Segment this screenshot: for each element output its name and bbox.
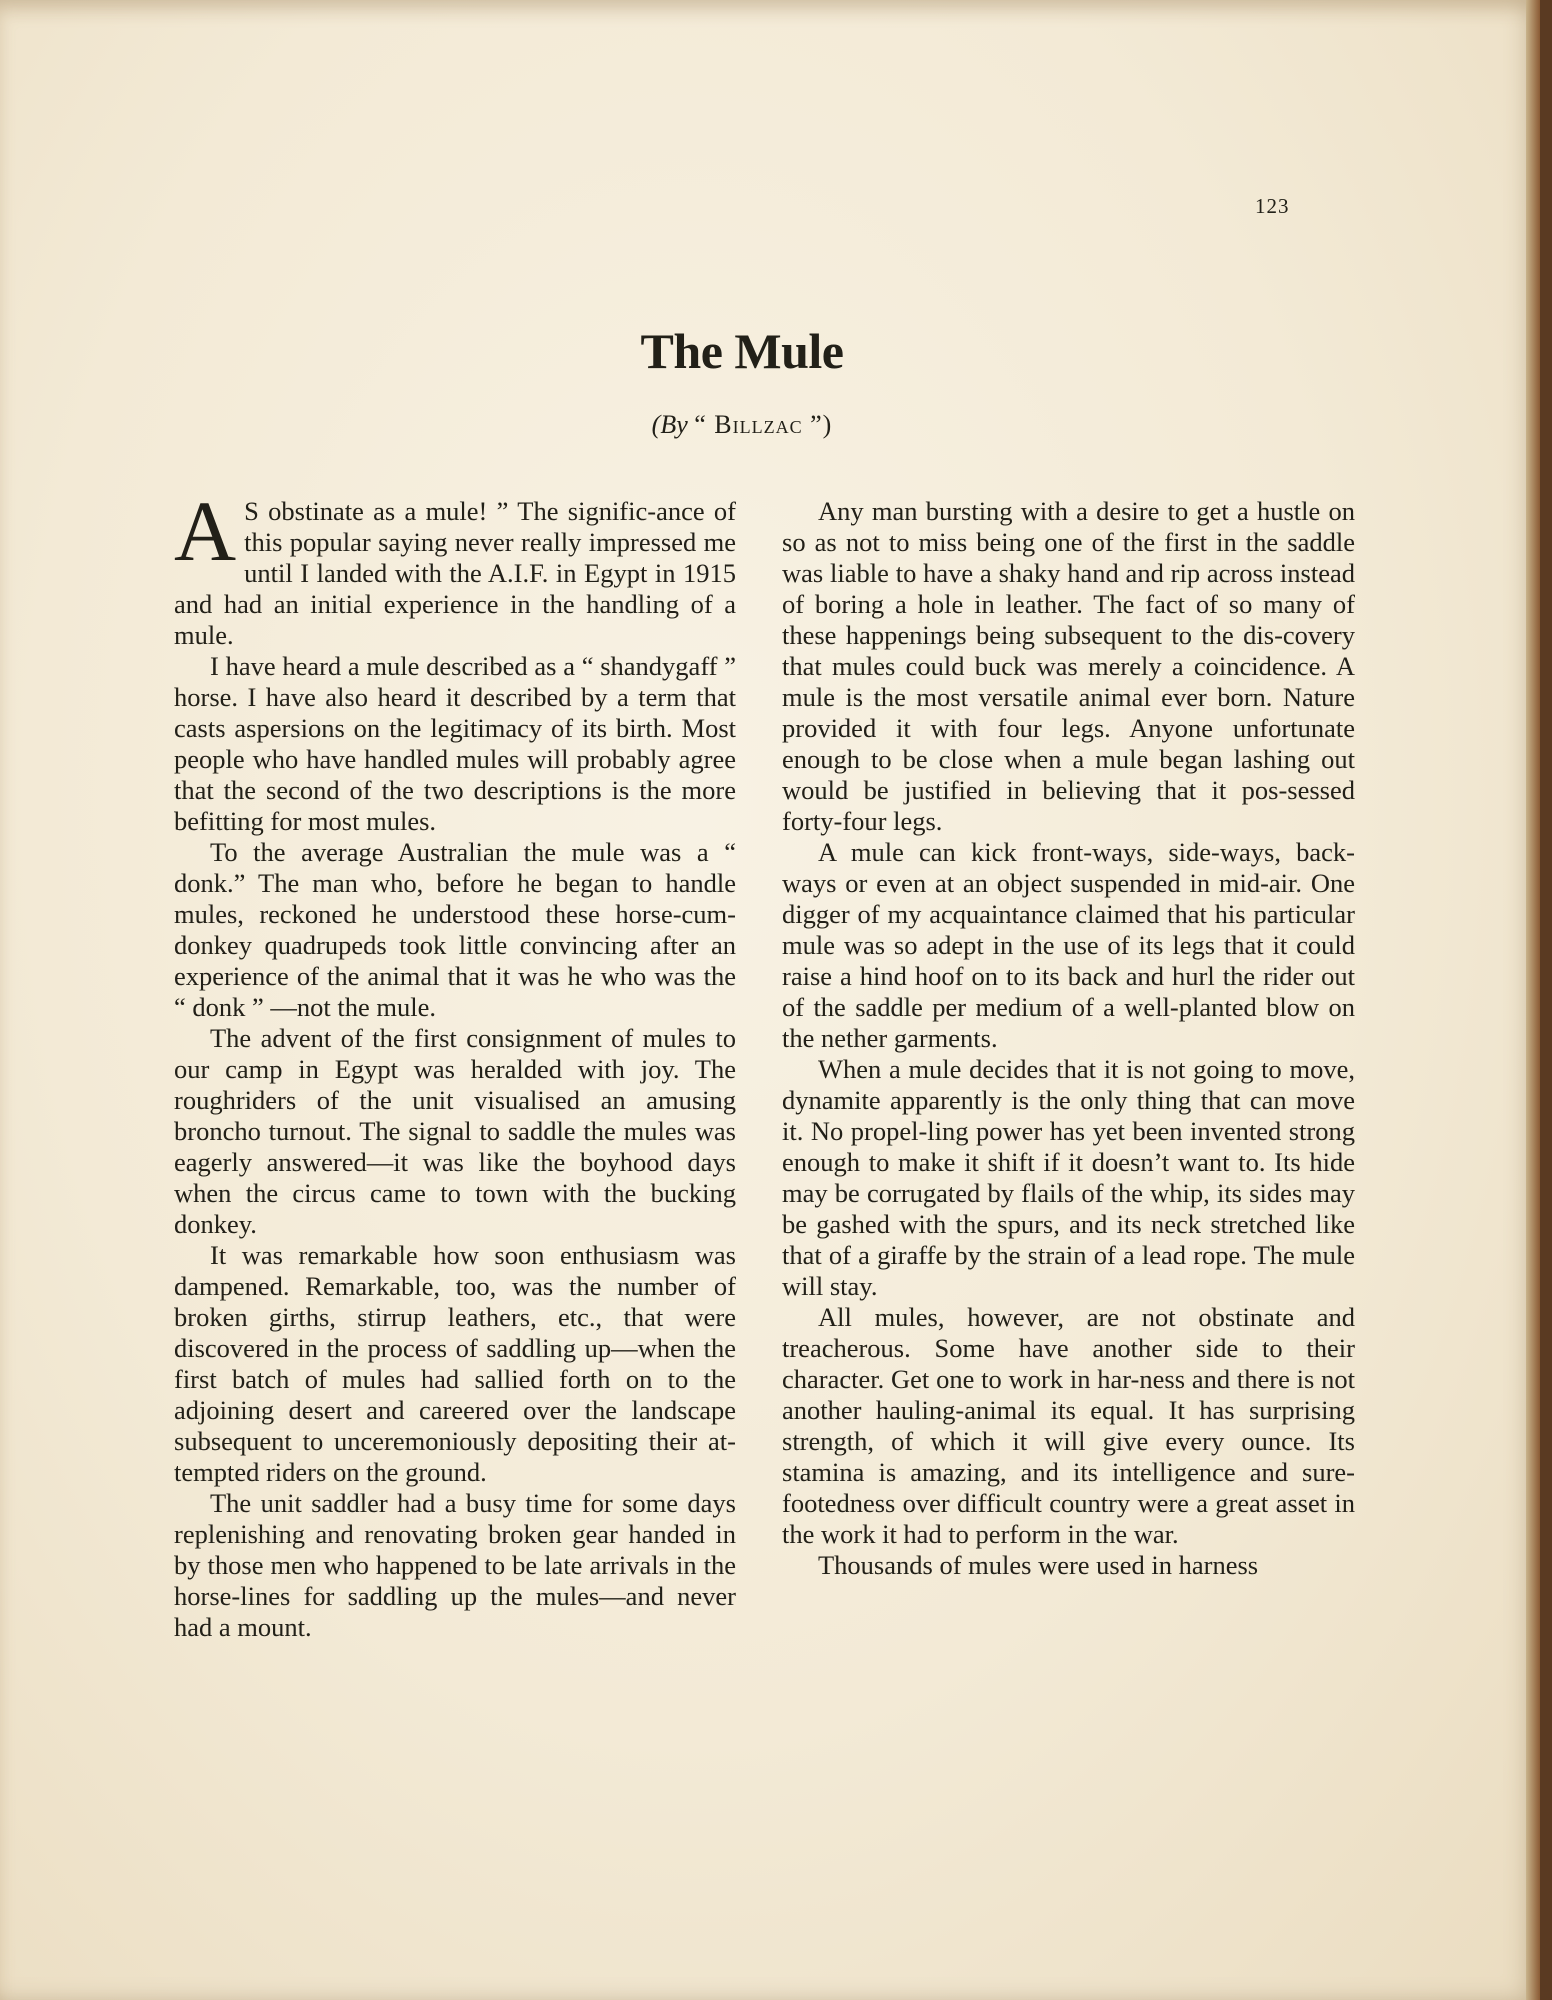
- paragraph: The unit saddler had a busy time for some days replenishing and renovating broken gear handed in by those men who happened to be late arrivals in the horse-lines for saddling up the mules—and never had a mount.: [174, 1488, 736, 1642]
- article-title: The Mule: [640, 323, 844, 379]
- paragraph-text: S obstinate as a mule! ” The signific-ance of this popular saying never really impressed me until I landed with the A.I.F. in Egypt in 1915 and had an initial experience in the handling of a mule.: [174, 496, 736, 650]
- byline-author: “ Billzac ”): [694, 410, 833, 439]
- paragraph: Thousands of mules were used in harness: [818, 1550, 1259, 1580]
- paragraph: To the average Australian the mule was a “ donk.” The man who, before he began to handle mules, reckoned he understood these horse-cum-donkey quadrupeds took little convincing after an experience of the animal that it was he who was the “ donk ” —not the mule.: [174, 837, 736, 1022]
- page-edge: [1526, 0, 1540, 2000]
- paragraph: A mule can kick front-ways, side-ways, back-ways or even at an object suspended in mid-air. One digger of my acquaintance claimed that his particular mule was so adept in the use of its legs that it could raise a hind hoof on to its back and hurl the rider out of the saddle per medium of a well-planted blow on the nether garments.: [782, 837, 1355, 1053]
- paragraph: It was remarkable how soon enthusiasm was dampened. Remarkable, too, was the number of broken girths, stirrup leathers, etc., that were discovered in the process of saddling up—when the first batch of mules had sallied forth on to the adjoining desert and careered over the landscape subsequent to unceremoniously depositing their at-tempted riders on the ground.: [174, 1240, 736, 1487]
- right-column: [782, 496, 1355, 1581]
- paragraph: I have heard a mule described as a “ shandygaff ” horse. I have also heard it described by a term that casts aspersions on the legitimacy of its birth. Most people who have handled mules will probably agree that the second of the two descriptions is the more befitting for most mules.: [174, 651, 736, 836]
- paragraph: [174, 483, 736, 651]
- byline: [0, 410, 1484, 440]
- paragraph: All mules, however, are not obstinate and treacherous. Some have another side to their character. Get one to work in har-ness and there is not another hauling-animal its equal. It has surprising strength, of which it will give every ounce. Its stamina is amazing, and its intelligence and sure-footedness over difficult country were a great asset in the work it had to perform in the war.: [782, 1302, 1355, 1549]
- byline-by: (By: [651, 410, 688, 439]
- left-column: [174, 483, 736, 1643]
- paragraph: When a mule decides that it is not going to move, dynamite apparently is the only thing that can move it. No propel-ling power has yet been invented strong enough to make it shift if it doesn’t want to. Its hide may be corrugated by flails of the whip, its sides may be gashed with the spurs, and its neck stretched like that of a giraffe by the strain of a lead rope. The mule will stay.: [782, 1054, 1355, 1301]
- page-number: 123: [1255, 194, 1290, 218]
- paragraph: Any man bursting with a desire to get a hustle on so as not to miss being one of the first in the saddle was liable to have a shaky hand and rip across instead of boring a hole in leather. The fact of so many of these happenings being subsequent to the dis-covery that mules could buck was merely a coincidence. A mule is the most versatile animal ever born. Nature provided it with four legs. Anyone unfortunate enough to be close when a mule began lashing out would be justified in believing that it pos-sessed forty-four legs.: [782, 496, 1355, 836]
- paragraph: The advent of the first consignment of mules to our camp in Egypt was heralded with joy. The roughriders of the unit visualised an amusing broncho turnout. The signal to saddle the mules was eagerly answered—it was like the boyhood days when the circus came to town with the bucking donkey.: [174, 1023, 736, 1239]
- drop-cap: A: [174, 483, 237, 579]
